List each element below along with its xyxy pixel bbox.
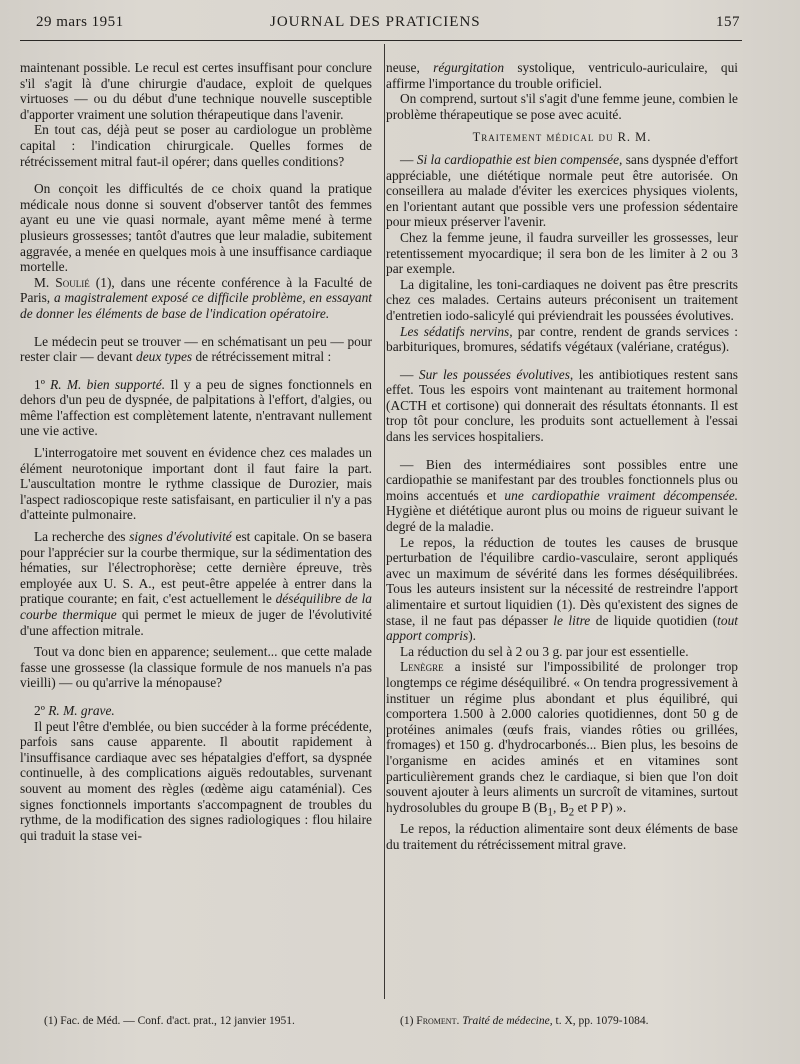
italic-text: deux types (136, 349, 193, 365)
paragraph: On conçoit les difficultés de ce choix quand la pratique médicale nous donne si souvent d'observer tantôt des femmes ayant eu une vie quasi normale, ayant même mené à terme plusieurs grossesses; tantôt d'autres que leur maladie, subitement aggravée, a menée en quelques mois à une insuffisance cardiaque mortelle. (20, 181, 372, 275)
column-divider (384, 44, 385, 999)
journal-title: JOURNAL DES PRATICIENS (270, 14, 481, 30)
text-run: de rétrécissement mitral : (192, 349, 332, 365)
page-number: 157 (716, 14, 740, 30)
paragraph: Le repos, la réduction alimentaire sont deux éléments de base du traitement du rétrécissement mitral grave. (386, 820, 738, 852)
text-run: (1) (400, 1015, 417, 1027)
text-run: (1), dans une récente conférence à la Faculté de Paris, (20, 274, 373, 306)
paragraph (386, 60, 738, 91)
paragraph (20, 334, 372, 365)
footnote-right (400, 1014, 648, 1028)
text-run: qui permet le mieux de juger de l'évolutivité d'une affection mitrale. (20, 607, 373, 638)
text-run: de liquide quotidien ( (590, 612, 718, 628)
paragraph: Tout va donc bien en apparence; seulement... que cette malade fasse une grossesse (la classique formule de nos manuels n'a pas vieilli) — ou qu'arrive la ménopause? (20, 644, 372, 691)
text-run: Il y a peu de signes fonctionnels en dehors d'un peu de dyspnée, de palpitations à l'effort, d'algies, ou même l'affection est complètement latente, n'entravant nullement une vie active. (20, 376, 372, 439)
paragraph: Il peut l'être d'emblée, ou bien succéder à la forme précédente, parfois sans cause apparente. Il aboutit rapidement à l'insuffisance cardiaque avec ses hépatalgies d'effort, sa dyspnée continuelle, à des complications aiguës redoutables, survenant souvent au moment des règles (œdème aigu cataménial). Ces signes fonctionnels importants s'accompagnent de troubles du rythme, de la modification des signes radiologiques : flou hilaire qui traduit la stase vei- (20, 718, 372, 843)
section-heading: Traitement médical du R. M. (472, 130, 652, 145)
paragraph: L'interrogatoire met souvent en évidence chez ces malades un élément neurotonique important dont il faut faire la part. L'auscultation montre le rythme classique de Durozier, mais l'aspect radioscopique reste satisfaisant, en particulier il n'y a pas d'atteinte pulmonaire. (20, 445, 372, 523)
paragraph (386, 367, 738, 445)
paragraph: En tout cas, déjà peut se poser au cardiologue un problème capital : l'indication chirurgicale. Quelles formes de rétrécissement mitral faut-il opérer; dans quelles conditions? (20, 122, 372, 169)
text-run: ). (468, 628, 477, 644)
italic-text: signes d'évolutivité (129, 529, 232, 545)
subscript: 2 (568, 806, 575, 819)
italic-text: une cardiopathie vraiment décompensée. (504, 487, 738, 503)
text-run: 1º (34, 376, 51, 392)
text-run: systolique, ventriculo-auriculaire, qui affirme l'importance du trouble orificiel. (386, 60, 738, 91)
italic-text: R. M. grave. (48, 702, 115, 718)
paragraph: Chez la femme jeune, il faudra surveiller les grossesses, leur retentissement myocardique; il sera bon de les limiter à 2 ou 3 par exemple. (386, 229, 738, 277)
text-run: 2º (34, 702, 49, 718)
paragraph (20, 275, 372, 322)
text-run: a insisté sur l'impossibilité de prolonger trop longtemps ce régime déséquilibré. « On tendra progressivement à instituer un régime plus abondant et plus équilibré, qui comportera 1.500 à 2.000 calories quotidiennes, dont 50 g de protéines animales (œufs frais, viandes rôties ou grillées, fromages) et 150 g. d'hydrocarbonés... Bien plus, les besoins de l'organisme en acides aminés et en vitamines sont particulièrement grands chez le cardiaque, si bien que l'on doit souvent ajouter à leurs aliments un surcroît de vitamines, surtout hydrosolubles du groupe B (B (386, 659, 738, 815)
italic-text: Traité de médecine, (459, 1015, 553, 1027)
text-run: Le médecin peut se trouver — en schématisant un peu — pour rester clair — devant (20, 333, 372, 365)
text-run: et P P) ». (574, 799, 627, 815)
italic-text: Les sédatifs nervins, (400, 323, 513, 339)
paragraph (386, 457, 738, 535)
italic-text: tout apport compris (386, 612, 738, 644)
author-name: M. Soulié (34, 274, 90, 290)
paragraph (386, 535, 738, 644)
text-run: par contre, rendent de grands services : barbituriques, bromures, sédatifs végétaux (valériane, cratégus). (386, 323, 738, 355)
author-name: Froment. (416, 1015, 460, 1027)
paragraph (20, 529, 372, 638)
text-run: , B (553, 799, 569, 815)
text-run: les antibiotiques restent sans effet. Tous les espoirs vont maintenant au traitement hormonal (ACTH et cortisone) qui donnerait des résultats étonnants. Il est trop tôt pour conclure, les produits sont actuellement à l'essai dans les services hospitaliers. (386, 366, 738, 445)
italic-text: le litre (553, 612, 591, 628)
paragraph (386, 152, 738, 230)
section-label (20, 703, 372, 719)
paragraph (386, 324, 738, 355)
italic-text: déséquilibre de la courbe thermique (20, 591, 372, 622)
subscript: 1 (547, 806, 553, 819)
paragraph: maintenant possible. Le recul est certes insuffisant pour conclure s'il s'agit là d'une chirurgie d'audace, exploit de quelques virtuoses — ou du début d'une technique nouvelle susceptible d'apporter vraiment une solution thérapeutique dans l'avenir. (20, 60, 372, 122)
text-run: La recherche des (34, 529, 130, 545)
author-name: Lenègre (400, 659, 444, 675)
page-header (30, 14, 740, 38)
text-run: sans dyspnée d'effort appréciable, une diététique normale peut être autorisée. On conseillera au malade d'éviter les exercices physiques violents, en l'orientant autant que possible vers une profession sédentaire pour mieux préserver l'avenir. (386, 151, 738, 230)
issue-date: 29 mars 1951 (36, 14, 124, 30)
text-run: — Bien des intermédiaires sont possibles entre une cardiopathie se manifestant par des troubles fonctionnels plus ou moins accentués et (386, 456, 738, 503)
header-rule (20, 40, 742, 41)
italic-text: Sur les poussées évolutives, (418, 366, 574, 382)
left-column (20, 60, 372, 843)
paragraph (386, 659, 738, 821)
text-run: Hygiène et diététique auront plus ou moins de rigueur suivant le degré de la maladie. (386, 503, 738, 535)
italic-text: R. M. bien supporté. (50, 376, 166, 392)
text-run: neuse, (386, 60, 434, 75)
paragraph: On comprend, surtout s'il s'agit d'une femme jeune, combien le problème thérapeutique se pose avec acuité. (386, 91, 738, 122)
text-run: — (400, 366, 419, 382)
paragraph: La réduction du sel à 2 ou 3 g. par jour est essentielle. (400, 643, 689, 659)
italic-text: Si la cardiopathie est bien compensée, (416, 151, 623, 167)
paragraph (20, 377, 372, 439)
footnote-left: (1) Fac. de Méd. — Conf. d'act. prat., 12 janvier 1951. (44, 1015, 295, 1027)
text-run: — (400, 151, 417, 167)
text-run: Le repos, la réduction de toutes les causes de brusque perturbation de l'équilibre cardio-vasculaire, seront appliqués avec un maximum de sévérité dans les formes déséquilibrées. Tous les auteurs insistent sur la nécessité de restreindre l'apport alimentaire et surtout liquidien (1). Dès qu'existent des signes de stase, il ne faut pas dépasser (386, 534, 738, 628)
text-run: est capitale. On se basera pour l'apprécier sur la courbe thermique, sur la sédimentation des hématies, sur l'électrophorèse; cette dernière épreuve, très employée aux U. S. A., est peut-être appelée à entrer dans la pratique courante; en fait, c'est actuellement le (20, 529, 373, 607)
text-run: t. X, pp. 1079-1084. (552, 1015, 649, 1027)
italic-text: régurgitation (433, 60, 505, 75)
italic-text: a magistralement exposé ce difficile problème, en essayant de donner les éléments de base de l'indication opératoire. (20, 290, 372, 321)
paragraph: La digitaline, les toni-cardiaques ne doivent pas être prescrits chez ces malades. Certains auteurs préconisent un traitement d'entretien iodo-salicylé qui préviendrait les poussées évolutives. (386, 276, 738, 323)
right-column (386, 60, 738, 852)
